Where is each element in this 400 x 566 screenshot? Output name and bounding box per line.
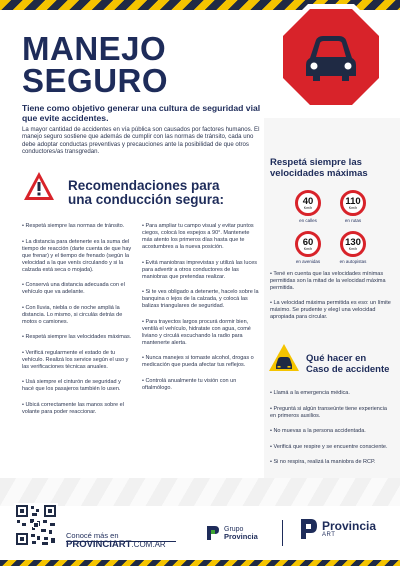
site-tld: .COM.AR (131, 540, 166, 549)
page-title (22, 30, 169, 99)
footer-divider (282, 520, 283, 546)
footer-stripe (0, 478, 400, 506)
list-item: • Para ampliar tu campo visual y evitar puntos ciegos, colocá los espejos a 90°. Mantenete más atento los primeros días hasta que te acostumbres a la nueva posición. (142, 223, 254, 250)
list-item: • La distancia para detenerte es la suma del tiempo de reacción (darte cuenta de que hay que frenar) y el tiempo de frenado (según la velocidad a la que venís circulando y si la calzada está seca o mojada). (22, 238, 132, 273)
title-line2: SEGURO (22, 62, 169, 99)
list-item: • Con lluvia, niebla o de noche ampliá la distancia. Lo mismo, si circulás detrás de motos o camiones. (22, 304, 123, 325)
speed-title: Respetá siempre las velocidades máximas (270, 157, 368, 179)
stop-sign-car-icon (276, 2, 386, 112)
recommendations-title: Recomendaciones para una conducción segura: (68, 178, 225, 207)
provincia-art-logo: Provincia ART (300, 518, 376, 540)
list-item: • La velocidad máxima permitida es eso: un límite máximo. Se prudente y elegí una velocidad apropiada para circular. (270, 300, 391, 320)
speed-limit-icon: 60 Km/h (295, 231, 321, 257)
grupo-provincia-logo-icon (206, 525, 220, 541)
link-underline (66, 541, 176, 542)
recommendations-column-2 (142, 223, 260, 400)
speed-sign-130: 130 Km/h en autopistas (338, 231, 368, 264)
warning-triangle-icon (22, 170, 56, 202)
recommendations-column-1 (22, 223, 134, 424)
site-name: PROVINCIART (66, 539, 132, 550)
list-item: • Tené en cuenta que las velocidades mínimas permitidas son la mitad de la velocidad máxima permitida. (270, 271, 386, 291)
speed-sign-110: 110 Km/h en rutas (338, 190, 368, 223)
more-info-link[interactable]: Conocé más en PROVINCIART.COM.AR (66, 531, 166, 550)
accident-warning-car-icon (268, 343, 300, 373)
list-item: • Respetá siempre las velocidades máximas. (22, 334, 132, 340)
speed-notes (270, 271, 392, 329)
list-item: • Conservá una distancia adecuada con el vehículo que va adelante. (22, 282, 125, 295)
grupo-provincia-logo: Grupo Provincia (206, 522, 258, 544)
provincia-art-logo-icon (300, 518, 318, 540)
list-item: • Verificá que respire y se encuentre consciente. (270, 443, 388, 450)
subtitle: Tiene como objetivo generar una cultura de seguridad vial que evite accidentes. (22, 103, 261, 123)
list-item: • Usá siempre el cinturón de seguridad y hacé que los pasajeros también lo usen. (22, 379, 121, 392)
recommendations-header (22, 170, 262, 230)
list-item: • Controlá anualmente tu visión con un oftalmólogo. (142, 377, 237, 391)
list-item: • Si te ves obligado a detenerte, hacelo sobre la banquina o lejos de la calzada, y colocá las balizas triangulares de seguridad. (142, 289, 259, 309)
speed-limit-icon: 40 Km/h (295, 190, 321, 216)
list-item: • Respetá siempre las normas de tránsito. (22, 223, 125, 229)
list-item: • Verificá regularmente el estado de tu vehículo. Realizá los service según el uso y las verificaciones técnicas anuales. (22, 349, 129, 370)
list-item: • Para trayectos largos procurá dormir bien, ventilá el vehículo, hidratate con agua, comé liviano y circulá escuchando la radio para mantenerte alerta. (142, 318, 251, 346)
list-item: • No muevas a la persona accidentada. (270, 428, 366, 434)
title-line1: MANEJO (22, 30, 167, 67)
speed-limit-icon: 130 Km/h (340, 231, 366, 257)
list-item: • Evitá maniobras imprevistas y utilizá las luces para advertir a otros conductores de las maniobras que pretendas realizar. (142, 259, 258, 280)
speed-sign-60: 60 Km/h en avenidas (293, 231, 323, 264)
list-item: • Preguntá si algún transeúnte tiene experiencia en primeros auxilios. (270, 405, 387, 419)
list-item: • Nunca manejes si tomaste alcohol, drogas o medicación que pueda afectar tus reflejos. (142, 355, 254, 368)
intro-paragraph: La mayor cantidad de accidentes en vía pública son causados por factores humanos. El manejo seguro sostiene que además de cumplir con las normas de tránsito, cada uno debe adoptar conductas preventivas y precauciones ante la posibilidad de que otros conductores/as transgredan. (22, 126, 260, 156)
bottom-hazard-stripe (0, 560, 400, 566)
list-item: • Ubicá correctamente las manos sobre el volante para poder reaccionar. (22, 401, 124, 415)
accident-title: Qué hacer en Caso de accidente (306, 353, 390, 375)
speed-sign-40: 40 Km/h en calles (293, 190, 323, 223)
list-item: • Llamá a la emergencia médica. (270, 390, 350, 396)
accident-list (270, 390, 392, 475)
qr-code-icon[interactable] (14, 503, 58, 547)
speed-limit-icon: 110 Km/h (340, 190, 366, 216)
list-item: • Si no respira, realizá la maniobra de RCP. (270, 459, 376, 465)
